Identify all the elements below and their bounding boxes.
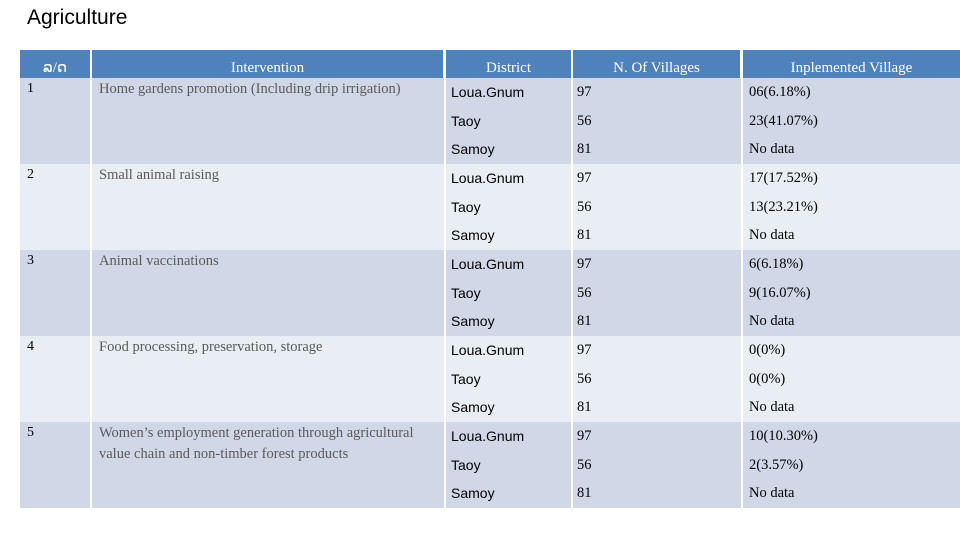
implemented-cell-group xyxy=(743,336,960,422)
villages-cell-group xyxy=(573,78,740,164)
villages-cell xyxy=(573,422,740,451)
villages-value: 97 xyxy=(577,342,592,358)
villages-cell xyxy=(573,135,740,164)
villages-value: 97 xyxy=(577,428,592,444)
column-divider xyxy=(444,250,446,336)
implemented-cell xyxy=(743,164,960,193)
row-number-cell xyxy=(20,164,90,250)
implemented-value: 0(0%) xyxy=(749,342,786,358)
agriculture-table xyxy=(20,50,960,508)
villages-cell xyxy=(573,250,740,279)
district-cell-group xyxy=(446,78,571,164)
district-value: Taoy xyxy=(451,198,481,215)
column-divider xyxy=(90,164,92,250)
row-number: 3 xyxy=(27,253,34,268)
villages-cell-group xyxy=(573,164,740,250)
district-value: Taoy xyxy=(451,370,481,387)
implemented-value: 9(16.07%) xyxy=(749,284,811,301)
villages-value: 56 xyxy=(577,370,592,387)
column-divider xyxy=(741,250,743,336)
district-cell xyxy=(446,365,571,394)
district-value: Taoy xyxy=(451,112,481,129)
implemented-cell-group xyxy=(743,164,960,250)
implemented-value: 23(41.07%) xyxy=(749,112,818,129)
implemented-cell xyxy=(743,193,960,222)
implemented-value: 10(10.30%) xyxy=(749,428,818,444)
district-value: Samoy xyxy=(451,141,495,158)
column-divider xyxy=(741,422,743,508)
villages-cell xyxy=(573,393,740,422)
villages-value: 56 xyxy=(577,112,592,129)
column-divider xyxy=(571,422,573,508)
villages-value: 81 xyxy=(577,399,592,416)
villages-cell xyxy=(573,221,740,250)
villages-value: 97 xyxy=(577,84,592,100)
intervention-text: Women’s employment generation through agricultural value chain and non-timber forest products xyxy=(99,425,414,462)
column-divider xyxy=(90,250,92,336)
implemented-cell-group xyxy=(743,78,960,164)
district-cell xyxy=(446,250,571,279)
header-villages: N. Of Villages xyxy=(573,50,740,78)
villages-cell xyxy=(573,365,740,394)
intervention-text: Animal vaccinations xyxy=(99,253,219,269)
intervention-text: Small animal raising xyxy=(99,167,220,183)
villages-value: 81 xyxy=(577,313,592,330)
implemented-value: No data xyxy=(749,313,795,330)
district-cell xyxy=(446,164,571,193)
intervention-cell xyxy=(92,78,443,164)
district-cell-group xyxy=(446,422,571,508)
column-divider xyxy=(444,336,446,422)
district-cell xyxy=(446,393,571,422)
implemented-cell xyxy=(743,307,960,336)
district-value: Loua.Gnum xyxy=(451,256,525,272)
district-value: Loua.Gnum xyxy=(451,170,525,186)
implemented-value: 06(6.18%) xyxy=(749,84,811,100)
implemented-cell xyxy=(743,107,960,136)
implemented-cell xyxy=(743,78,960,107)
villages-cell xyxy=(573,107,740,136)
district-value: Samoy xyxy=(451,227,495,244)
villages-value: 97 xyxy=(577,170,592,186)
header-no: ລ/ດ xyxy=(20,50,90,78)
intervention-cell xyxy=(92,164,443,250)
column-divider xyxy=(444,164,446,250)
intervention-text: Home gardens promotion (Including drip irrigation) xyxy=(99,81,401,97)
district-cell-group xyxy=(446,250,571,336)
villages-value: 56 xyxy=(577,284,592,301)
villages-value: 56 xyxy=(577,456,592,473)
district-cell xyxy=(446,279,571,308)
row-number-cell xyxy=(20,336,90,422)
column-divider xyxy=(444,78,446,164)
villages-value: 81 xyxy=(577,141,592,158)
district-cell xyxy=(446,135,571,164)
row-number: 1 xyxy=(27,81,34,96)
implemented-cell xyxy=(743,135,960,164)
district-cell xyxy=(446,107,571,136)
villages-cell xyxy=(573,479,740,508)
implemented-value: 6(6.18%) xyxy=(749,256,804,272)
column-divider xyxy=(741,336,743,422)
row-number: 5 xyxy=(27,425,34,440)
district-cell xyxy=(446,221,571,250)
implemented-cell xyxy=(743,221,960,250)
district-value: Taoy xyxy=(451,456,481,473)
district-value: Loua.Gnum xyxy=(451,428,525,444)
intervention-cell xyxy=(92,250,443,336)
implemented-cell xyxy=(743,393,960,422)
implemented-value: No data xyxy=(749,485,795,502)
intervention-text: Food processing, preservation, storage xyxy=(99,339,323,355)
implemented-cell xyxy=(743,336,960,365)
implemented-value: 13(23.21%) xyxy=(749,198,818,215)
implemented-value: No data xyxy=(749,141,795,158)
district-value: Loua.Gnum xyxy=(451,84,525,100)
district-cell xyxy=(446,307,571,336)
villages-cell xyxy=(573,78,740,107)
table-row xyxy=(20,164,960,250)
implemented-cell-group xyxy=(743,422,960,508)
district-value: Taoy xyxy=(451,284,481,301)
district-cell xyxy=(446,193,571,222)
district-cell-group xyxy=(446,164,571,250)
implemented-value: No data xyxy=(749,399,795,416)
district-cell xyxy=(446,451,571,480)
header-intervention: Intervention xyxy=(92,50,443,78)
row-number-cell xyxy=(20,250,90,336)
intervention-cell xyxy=(92,422,443,508)
villages-cell xyxy=(573,279,740,308)
column-divider xyxy=(571,78,573,164)
column-divider xyxy=(90,336,92,422)
district-cell-group xyxy=(446,336,571,422)
implemented-value: 2(3.57%) xyxy=(749,456,804,473)
row-number-cell xyxy=(20,78,90,164)
villages-value: 81 xyxy=(577,227,592,244)
implemented-cell xyxy=(743,250,960,279)
column-divider xyxy=(444,422,446,508)
villages-value: 81 xyxy=(577,485,592,502)
villages-cell xyxy=(573,307,740,336)
implemented-value: No data xyxy=(749,227,795,244)
header-district: District xyxy=(446,50,571,78)
villages-cell xyxy=(573,451,740,480)
district-cell xyxy=(446,479,571,508)
table-body xyxy=(20,78,960,508)
villages-cell xyxy=(573,336,740,365)
implemented-value: 0(0%) xyxy=(749,370,786,387)
column-divider xyxy=(90,78,92,164)
villages-cell-group xyxy=(573,422,740,508)
table-header-row xyxy=(20,50,960,78)
column-divider xyxy=(571,164,573,250)
column-divider xyxy=(90,422,92,508)
table-row xyxy=(20,78,960,164)
district-value: Samoy xyxy=(451,485,495,502)
intervention-cell xyxy=(92,336,443,422)
row-number-cell xyxy=(20,422,90,508)
implemented-cell xyxy=(743,479,960,508)
villages-value: 97 xyxy=(577,256,592,272)
implemented-cell xyxy=(743,422,960,451)
implemented-cell xyxy=(743,451,960,480)
villages-cell xyxy=(573,193,740,222)
implemented-cell xyxy=(743,365,960,394)
district-cell xyxy=(446,336,571,365)
slide-title: Agriculture xyxy=(27,6,128,29)
column-divider xyxy=(741,78,743,164)
header-implemented: Inplemented Village xyxy=(743,50,960,78)
district-cell xyxy=(446,78,571,107)
villages-cell xyxy=(573,164,740,193)
implemented-cell-group xyxy=(743,250,960,336)
implemented-value: 17(17.52%) xyxy=(749,170,818,186)
villages-value: 56 xyxy=(577,198,592,215)
implemented-cell xyxy=(743,279,960,308)
row-number: 4 xyxy=(27,339,34,354)
row-number: 2 xyxy=(27,167,34,182)
villages-cell-group xyxy=(573,250,740,336)
table-row xyxy=(20,336,960,422)
villages-cell-group xyxy=(573,336,740,422)
table-row xyxy=(20,250,960,336)
column-divider xyxy=(741,164,743,250)
district-value: Loua.Gnum xyxy=(451,342,525,358)
column-divider xyxy=(571,336,573,422)
district-value: Samoy xyxy=(451,313,495,330)
district-value: Samoy xyxy=(451,399,495,416)
table-row xyxy=(20,422,960,508)
district-cell xyxy=(446,422,571,451)
column-divider xyxy=(571,250,573,336)
